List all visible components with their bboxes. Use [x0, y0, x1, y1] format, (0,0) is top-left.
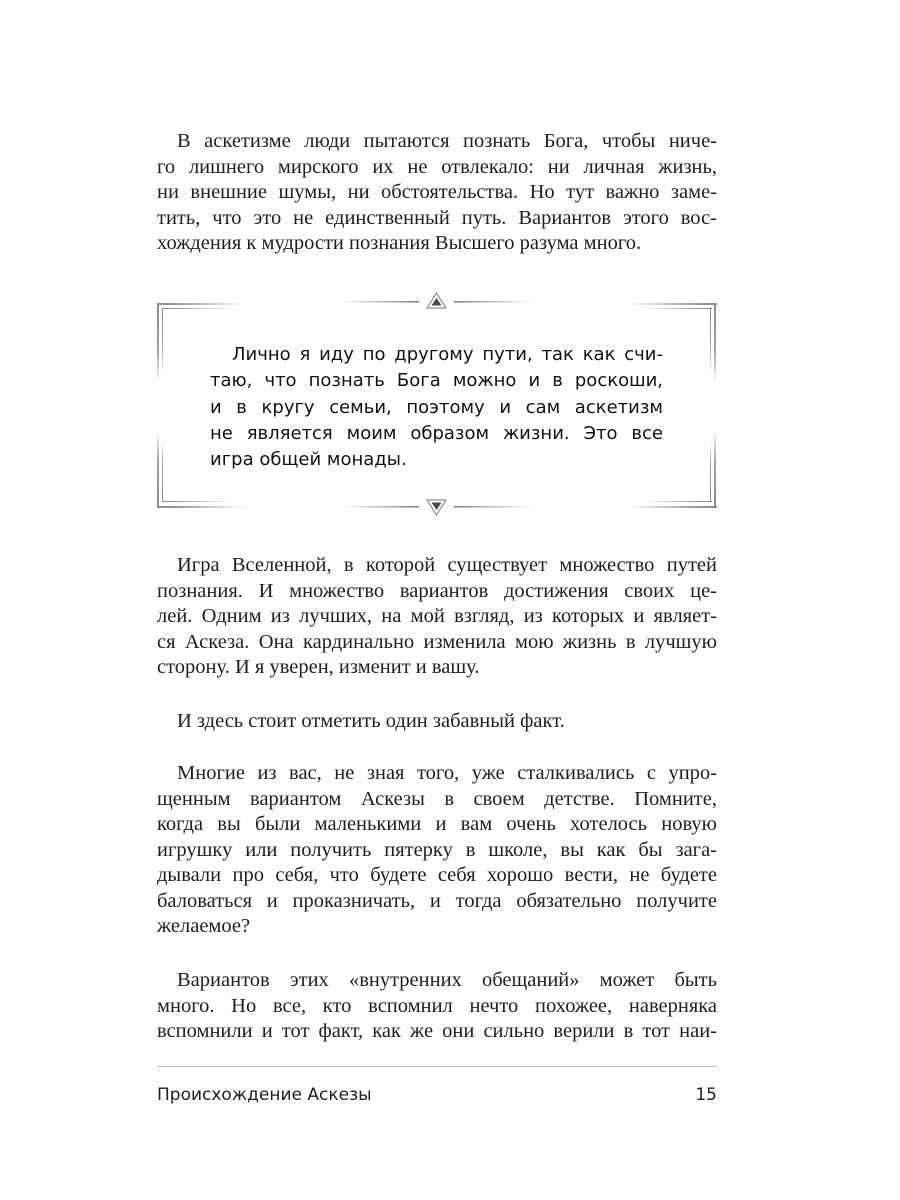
running-title: Происхождение Аскезы: [157, 1085, 372, 1105]
text-line: дывали про себя, что будете себя хорошо вести, не будете: [157, 864, 717, 886]
text-line: лей. Одним из лучших, на мой взгляд, из которых и являет-: [157, 605, 717, 627]
text-line: когда вы были маленькими и вам очень хотелось новую: [157, 813, 717, 835]
text-line: сторону. И я уверен, изменит и вашу.: [157, 656, 480, 678]
paragraph-3: [157, 709, 717, 735]
text-line: вспомнили и тот факт, как же они сильно верили в тот наи-: [157, 1020, 717, 1042]
callout-quote: [210, 342, 663, 473]
text-line: Многие из вас, не зная того, уже сталкивались с упро-: [177, 762, 717, 784]
text-line: познания. И множество вариантов достижения своих це-: [157, 579, 717, 602]
text-line: много. Но все, кто вспомнил нечто похожее, наверняка: [157, 994, 717, 1017]
paragraph-4: [157, 761, 717, 940]
paragraph-5: [157, 968, 717, 1045]
callout-box: [157, 290, 717, 520]
callout-line: и в кругу семьи, поэтому и сам аскетизм: [210, 396, 663, 418]
text-line: тить, что это не единственный путь. Вариантов этого вос-: [157, 206, 717, 229]
text-line: ни внешние шумы, ни обстоятельства. Но тут важно заме-: [157, 181, 717, 203]
text-line: игрушку или получить пятерку в школе, вы как бы зага-: [157, 838, 717, 861]
text-line: Игра Вселенной, в которой существует множество путей: [177, 554, 717, 576]
text-line: баловаться и проказничать, и тогда обязательно получите: [157, 889, 717, 912]
text-line: щенным вариантом Аскезы в своем детстве. Помните,: [157, 787, 717, 810]
callout-line: таю, что познать Бога можно и в роскоши,: [210, 370, 663, 392]
paragraph-2: [157, 553, 717, 681]
text-line: хождения к мудрости познания Высшего разума много.: [157, 232, 642, 254]
text-line: ся Аскеза. Она кардинально изменила мою жизнь в лучшую: [157, 630, 717, 653]
page-number: 15: [695, 1085, 717, 1105]
text-line: го лишнего мирского их не отвлекало: ни личная жизнь,: [157, 155, 717, 178]
text-line: желаемое?: [157, 915, 251, 937]
callout-line: игра общей монады.: [210, 449, 407, 471]
triangle-down-icon: [339, 500, 534, 515]
footer-divider: [157, 1066, 717, 1067]
triangle-up-icon: [339, 293, 534, 308]
paragraph-1: [157, 129, 717, 257]
text-line: В аскетизме люди пытаются познать Бога, чтобы ниче-: [177, 130, 717, 152]
text-line: И здесь стоит отметить один забавный факт.: [177, 710, 565, 732]
callout-line: Лично я иду по другому пути, так как счи-: [232, 344, 663, 365]
callout-line: не является моим образом жизни. Это все: [210, 422, 663, 444]
text-line: Вариантов этих «внутренних обещаний» может быть: [177, 969, 717, 991]
